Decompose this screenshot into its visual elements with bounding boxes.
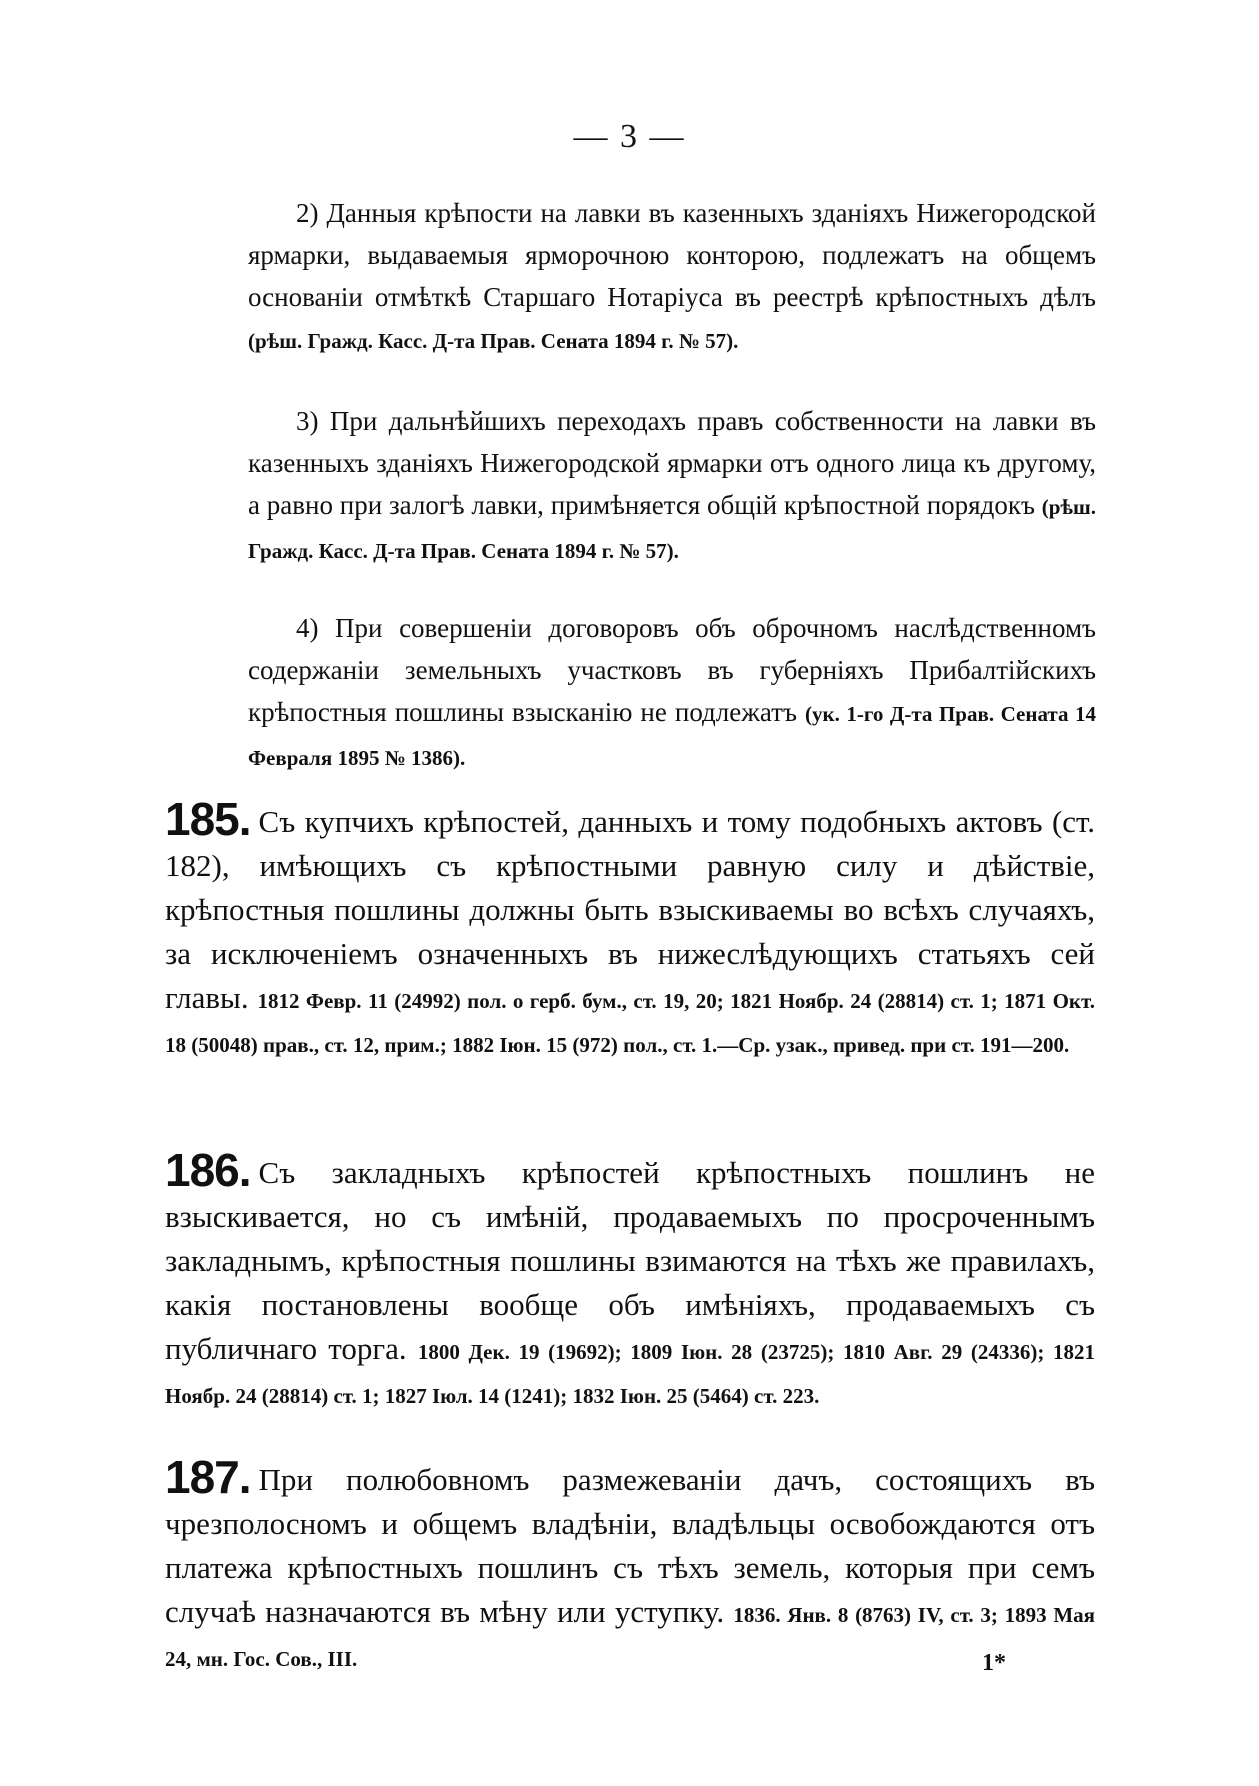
note-3 — [248, 400, 1096, 572]
article-text: Съ купчихъ крѣпостей, данныхъ и тому подобныхъ актовъ (ст. 182), имѣющихъ съ крѣпостными равную силу и дѣйствіе, крѣпостныя пошлины должны быть взыскиваемы во всѣхъ случаяхъ, за исключеніемъ означенныхъ въ нижеслѣдующихъ статьяхъ сей главы. — [165, 804, 1095, 1015]
article-text: При полюбовномъ размежеваніи дачъ, состоящихъ въ чрезполосномъ и общемъ владѣніи, владѣльцы освобождаются отъ платежа крѣпостныхъ пошлинъ съ тѣхъ земель, которыя при семъ случаѣ назначаются въ мѣну или уступку. — [165, 1462, 1095, 1629]
note-citation: (рѣш. Гражд. Касс. Д-та Прав. Сената 1894 г. № 57). — [248, 329, 739, 353]
article-number: 185. — [165, 793, 251, 845]
article-history: 1836. Янв. 8 (8763) IV, ст. 3; 1893 Мая 24, мн. Гос. Сов., III. — [165, 1603, 1096, 1671]
article-185 — [165, 793, 1096, 1064]
article-187 — [165, 1451, 1096, 1678]
article-186 — [165, 1144, 1095, 1415]
note-citation: (ук. 1-го Д-та Прав. Сената 14 Февраля 1895 № 1386). — [248, 702, 1097, 770]
page-number: — 3 — — [573, 118, 686, 155]
article-history: 1812 Февр. 11 (24992) пол. о герб. бум., ст. 19, 20; 1821 Ноябр. 24 (28814) ст. 1; 1871 Окт. 18 (50048) прав., ст. 12, прим.; 1882 Іюн. 15 (972) пол., ст. 1.—Ср. узак., привед. при ст. 191—200. — [165, 989, 1096, 1057]
article-number: 187. — [165, 1451, 251, 1503]
signature-mark: 1* — [982, 1650, 1006, 1676]
article-history: 1800 Дек. 19 (19692); 1809 Іюн. 28 (23725); 1810 Авг. 29 (24336); 1821 Ноябр. 24 (28814) ст. 1; 1827 Іюл. 14 (1241); 1832 Іюн. 25 (5464) ст. 223. — [165, 1340, 1095, 1408]
note-text: 3) При дальнѣйшихъ переходахъ правъ собственности на лавки въ казенныхъ зданіяхъ Нижегородской ярмарки отъ одного лица къ другому, а равно при залогѣ лавки, примѣняется общій крѣпостной порядокъ — [248, 406, 1096, 520]
note-citation: (рѣш. Гражд. Касс. Д-та Прав. Сената 1894 г. № 57). — [248, 495, 1096, 563]
note-text: 2) Данныя крѣпости на лавки въ казенныхъ зданіяхъ Нижегородской ярмарки, выдаваемыя ярморочною конторою, подлежатъ на общемъ основаніи отмѣткѣ Старшаго Нотаріуса въ реестрѣ крѣпостныхъ дѣлъ — [248, 198, 1096, 312]
article-text: Съ закладныхъ крѣпостей крѣпостныхъ пошлинъ не взыскивается, но съ имѣній, продаваемыхъ по просроченнымъ закладнымъ, крѣпостныя пошлины взимаются на тѣхъ же правилахъ, какія постановлены вообще объ имѣніяхъ, продаваемыхъ съ публичнаго торга. — [165, 1155, 1095, 1366]
note-text: 4) При совершеніи договоровъ объ оброчномъ наслѣдственномъ содержаніи земельныхъ участковъ въ губерніяхъ Прибалтійскихъ крѣпостныя пошлины взысканію не подлежатъ — [248, 613, 1096, 727]
note-4 — [248, 607, 1096, 779]
article-number: 186. — [165, 1144, 251, 1196]
note-2 — [248, 192, 1096, 362]
